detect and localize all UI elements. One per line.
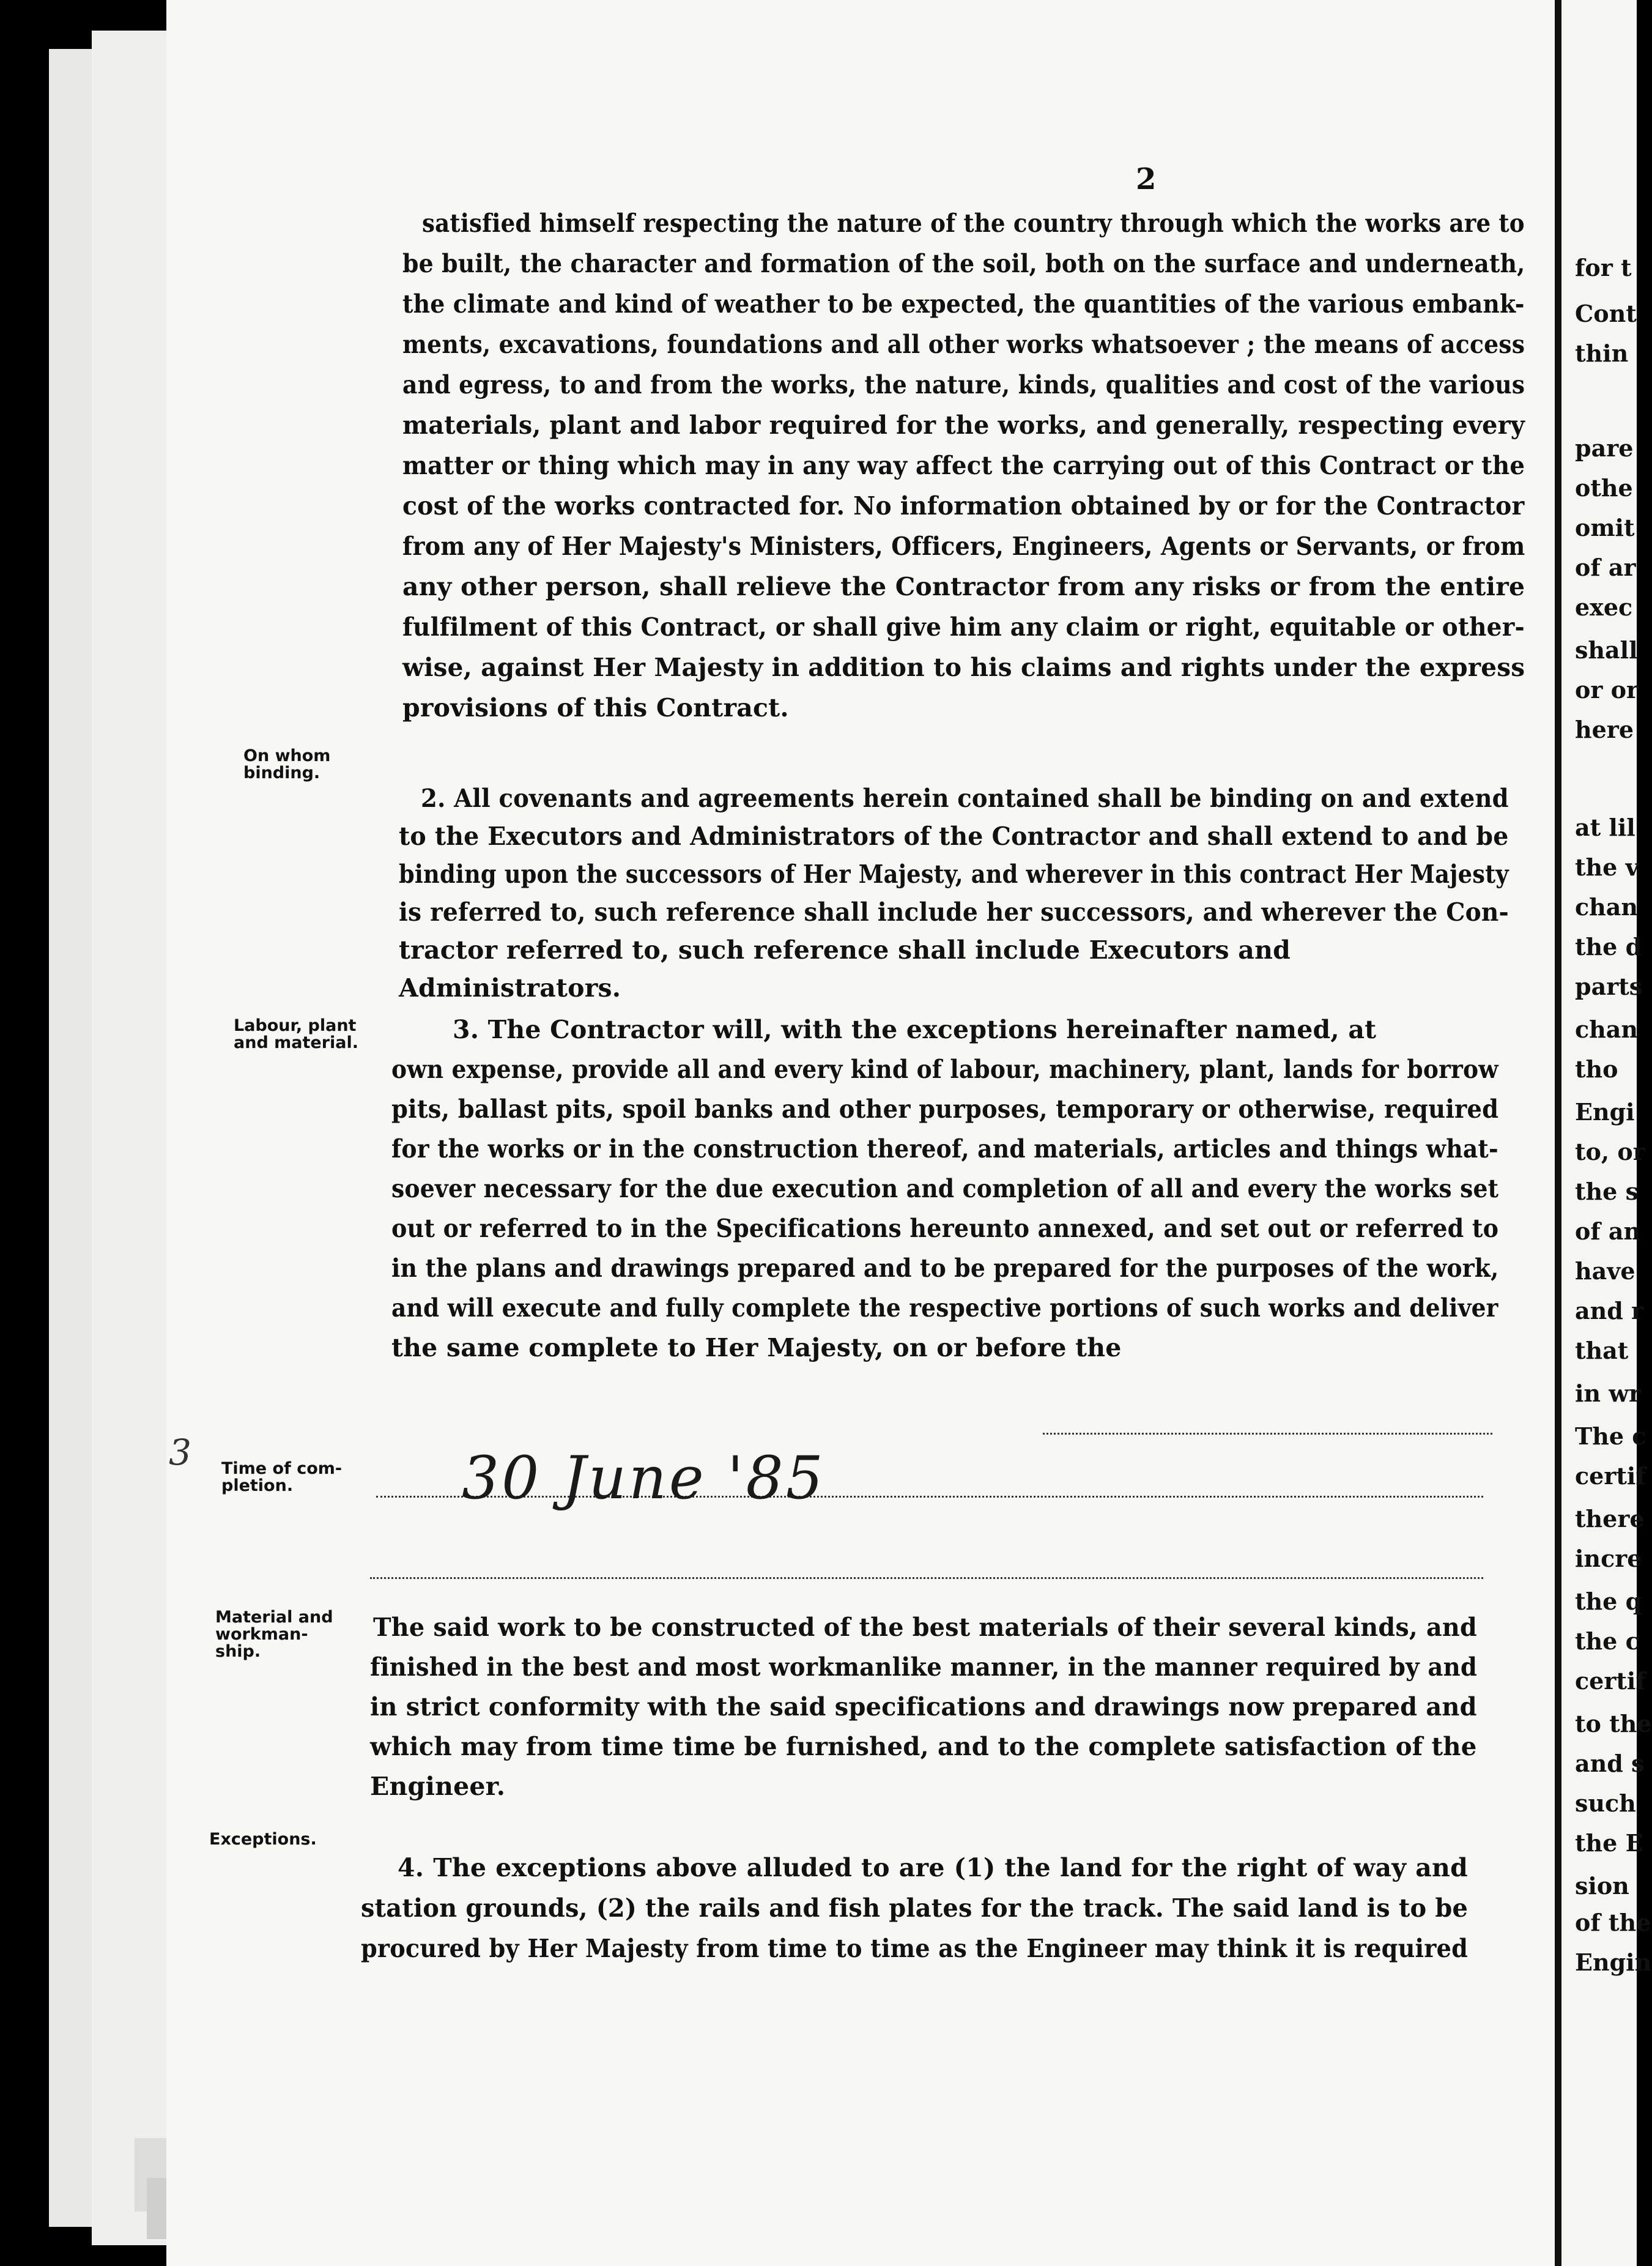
text-line: 4. The exceptions above alluded to are (1) the land for the right of way and xyxy=(398,1853,1468,1882)
text-line: pits, ballast pits, spoil banks and other purposes, temporary or otherwise, required xyxy=(391,1094,1499,1124)
text-line: the same complete to Her Majesty, on or before the xyxy=(391,1333,1122,1362)
text-line: for the works or in the construction thereof, and materials, articles and things what- xyxy=(391,1134,1498,1164)
text-line: own expense, provide all and every kind of labour, machinery, plant, lands for borrow xyxy=(391,1055,1498,1084)
adjacent-page-fragment: the q xyxy=(1575,1588,1642,1615)
text-line: provisions of this Contract. xyxy=(402,693,789,723)
adjacent-page-fragment: and s xyxy=(1575,1750,1645,1777)
adjacent-page-fragment: to the xyxy=(1575,1710,1652,1737)
text-line: finished in the best and most workmanlike manner, in the manner required by and xyxy=(370,1652,1478,1682)
adjacent-page-fragment: of an xyxy=(1575,1217,1641,1245)
adjacent-page-fragment: the v xyxy=(1575,853,1639,881)
adjacent-page-fragment: have xyxy=(1575,1257,1635,1285)
margin-note-labour-plant-material: Labour, plant and material. xyxy=(234,1016,359,1052)
text-line: and will execute and fully complete the respective portions of such works and deliver xyxy=(391,1293,1498,1323)
text-line: any other person, shall relieve the Contractor from any risks or from the entire xyxy=(402,572,1525,601)
adjacent-page-fragment: the E xyxy=(1575,1829,1643,1857)
text-line: which may from time time be furnished, and to the complete satisfaction of the xyxy=(370,1732,1477,1761)
adjacent-page-fragment: the s xyxy=(1575,1178,1639,1205)
text-line: is referred to, such reference shall include her successors, and wherever the Con- xyxy=(399,897,1509,927)
completion-date-blank-1 xyxy=(1043,1433,1492,1435)
text-line: materials, plant and labor required for the works, and generally, respecting every xyxy=(402,410,1525,440)
adjacent-page-fragment: othe xyxy=(1575,474,1633,502)
adjacent-page-fragment: pare xyxy=(1575,434,1634,462)
adjacent-page-fragment: in wr xyxy=(1575,1380,1642,1407)
text-line: tractor referred to, such reference shall include Executors and xyxy=(399,935,1291,965)
paper-stack-edge-inner xyxy=(92,31,171,2245)
text-line: matter or thing which may in any way affect the carrying out of this Contract or the xyxy=(402,451,1525,480)
text-line: to the Executors and Administrators of the Contractor and shall extend to and be xyxy=(399,822,1509,851)
adjacent-page-fragment: at lil xyxy=(1575,814,1635,841)
text-line: Administrators. xyxy=(399,973,621,1003)
adjacent-page-fragment: omit xyxy=(1575,514,1635,541)
adjacent-page-fragment: the d xyxy=(1575,933,1642,960)
adjacent-page-fragment: certif xyxy=(1575,1667,1646,1695)
adjacent-page-fragment: incre xyxy=(1575,1545,1642,1572)
adjacent-page-fragment: and r xyxy=(1575,1297,1644,1324)
adjacent-page-edge xyxy=(1561,0,1652,2266)
text-line: and egress, to and from the works, the nature, kinds, qualities and cost of the various xyxy=(402,370,1525,399)
text-line: in the plans and drawings prepared and to be prepared for the purposes of the work, xyxy=(391,1254,1499,1283)
text-line: in strict conformity with the said specifications and drawings now prepared and xyxy=(370,1692,1477,1722)
adjacent-page-fragment: such xyxy=(1575,1789,1636,1817)
handwritten-margin-mark: 3 xyxy=(169,1432,191,1473)
text-line: from any of Her Majesty's Ministers, Officers, Engineers, Agents or Servants, or from xyxy=(402,532,1525,561)
text-line: 3. The Contractor will, with the exceptions hereinafter named, at xyxy=(453,1015,1377,1044)
adjacent-page-fragment: there xyxy=(1575,1505,1645,1532)
adjacent-page-fragment: for t xyxy=(1575,254,1632,281)
text-line: fulfilment of this Contract, or shall give him any claim or right, equitable or other- xyxy=(402,612,1525,642)
text-line: binding upon the successors of Her Majesty, and wherever in this contract Her Majesty xyxy=(399,860,1509,889)
adjacent-page-fragment: Engi xyxy=(1575,1098,1635,1126)
adjacent-page-fragment: exec xyxy=(1575,593,1633,621)
text-line: station grounds, (2) the rails and fish plates for the track. The said land is to be xyxy=(361,1893,1469,1923)
adjacent-page-fragment: here xyxy=(1575,716,1634,743)
text-line: satisfied himself respecting the nature of the country through which the works are to xyxy=(422,209,1525,238)
margin-note-exceptions: Exceptions. xyxy=(209,1830,317,1849)
adjacent-page-fragment: to, or xyxy=(1575,1138,1645,1165)
text-line: out or referred to in the Specifications hereunto annexed, and set out or referred to xyxy=(391,1214,1499,1243)
text-line: 2. All covenants and agreements herein contained shall be binding on and extend xyxy=(421,784,1509,813)
text-line: Engineer. xyxy=(370,1772,506,1801)
page-number: 2 xyxy=(1136,162,1157,196)
text-line: wise, against Her Majesty in addition to his claims and rights under the express xyxy=(402,653,1525,682)
adjacent-page-fragment: or or xyxy=(1575,676,1639,704)
margin-note-material-workmanship: Material and workman- ship. xyxy=(215,1608,333,1661)
adjacent-page-fragment: the c xyxy=(1575,1627,1640,1655)
adjacent-page-fragment: chan xyxy=(1575,1016,1639,1043)
adjacent-page-fragment: sion xyxy=(1575,1872,1629,1900)
page-gutter xyxy=(1555,0,1561,2266)
text-line: be built, the character and formation of the soil, both on the surface and underneath, xyxy=(402,249,1525,278)
adjacent-page-fragment: shall xyxy=(1575,636,1638,664)
margin-note-time-of-completion: Time of com- pletion. xyxy=(221,1459,343,1495)
adjacent-page-fragment: parts xyxy=(1575,973,1643,1000)
adjacent-page-fragment: certif xyxy=(1575,1462,1646,1490)
adjacent-page-fragment: of the xyxy=(1575,1909,1651,1936)
adjacent-page-fragment: The c xyxy=(1575,1422,1646,1450)
adjacent-page-fragment: thin xyxy=(1575,340,1629,367)
adjacent-page-fragment: chan xyxy=(1575,893,1639,921)
text-line: cost of the works contracted for. No information obtained by or for the Contractor xyxy=(402,491,1525,521)
text-line: soever necessary for the due execution and completion of all and every the works set xyxy=(391,1174,1499,1203)
text-line: procured by Her Majesty from time to time as the Engineer may think it is required xyxy=(361,1934,1468,1963)
text-line: the climate and kind of weather to be expected, the quantities of the various embank- xyxy=(402,289,1525,319)
text-line: The said work to be constructed of the best materials of their several kinds, and xyxy=(373,1613,1477,1642)
handwritten-completion-date: 30 June '85 xyxy=(462,1444,826,1512)
completion-date-blank-3 xyxy=(370,1577,1483,1579)
adjacent-page-fragment: Cont xyxy=(1575,300,1637,327)
adjacent-page-fragment: Engin xyxy=(1575,1948,1652,1976)
adjacent-page-fragment: that xyxy=(1575,1337,1629,1364)
margin-note-on-whom-binding: On whom binding. xyxy=(243,746,331,782)
adjacent-page-fragment: of ar xyxy=(1575,554,1636,581)
adjacent-page-fragment: tho xyxy=(1575,1055,1618,1083)
text-line: ments, excavations, foundations and all other works whatsoever ; the means of access xyxy=(402,330,1525,359)
